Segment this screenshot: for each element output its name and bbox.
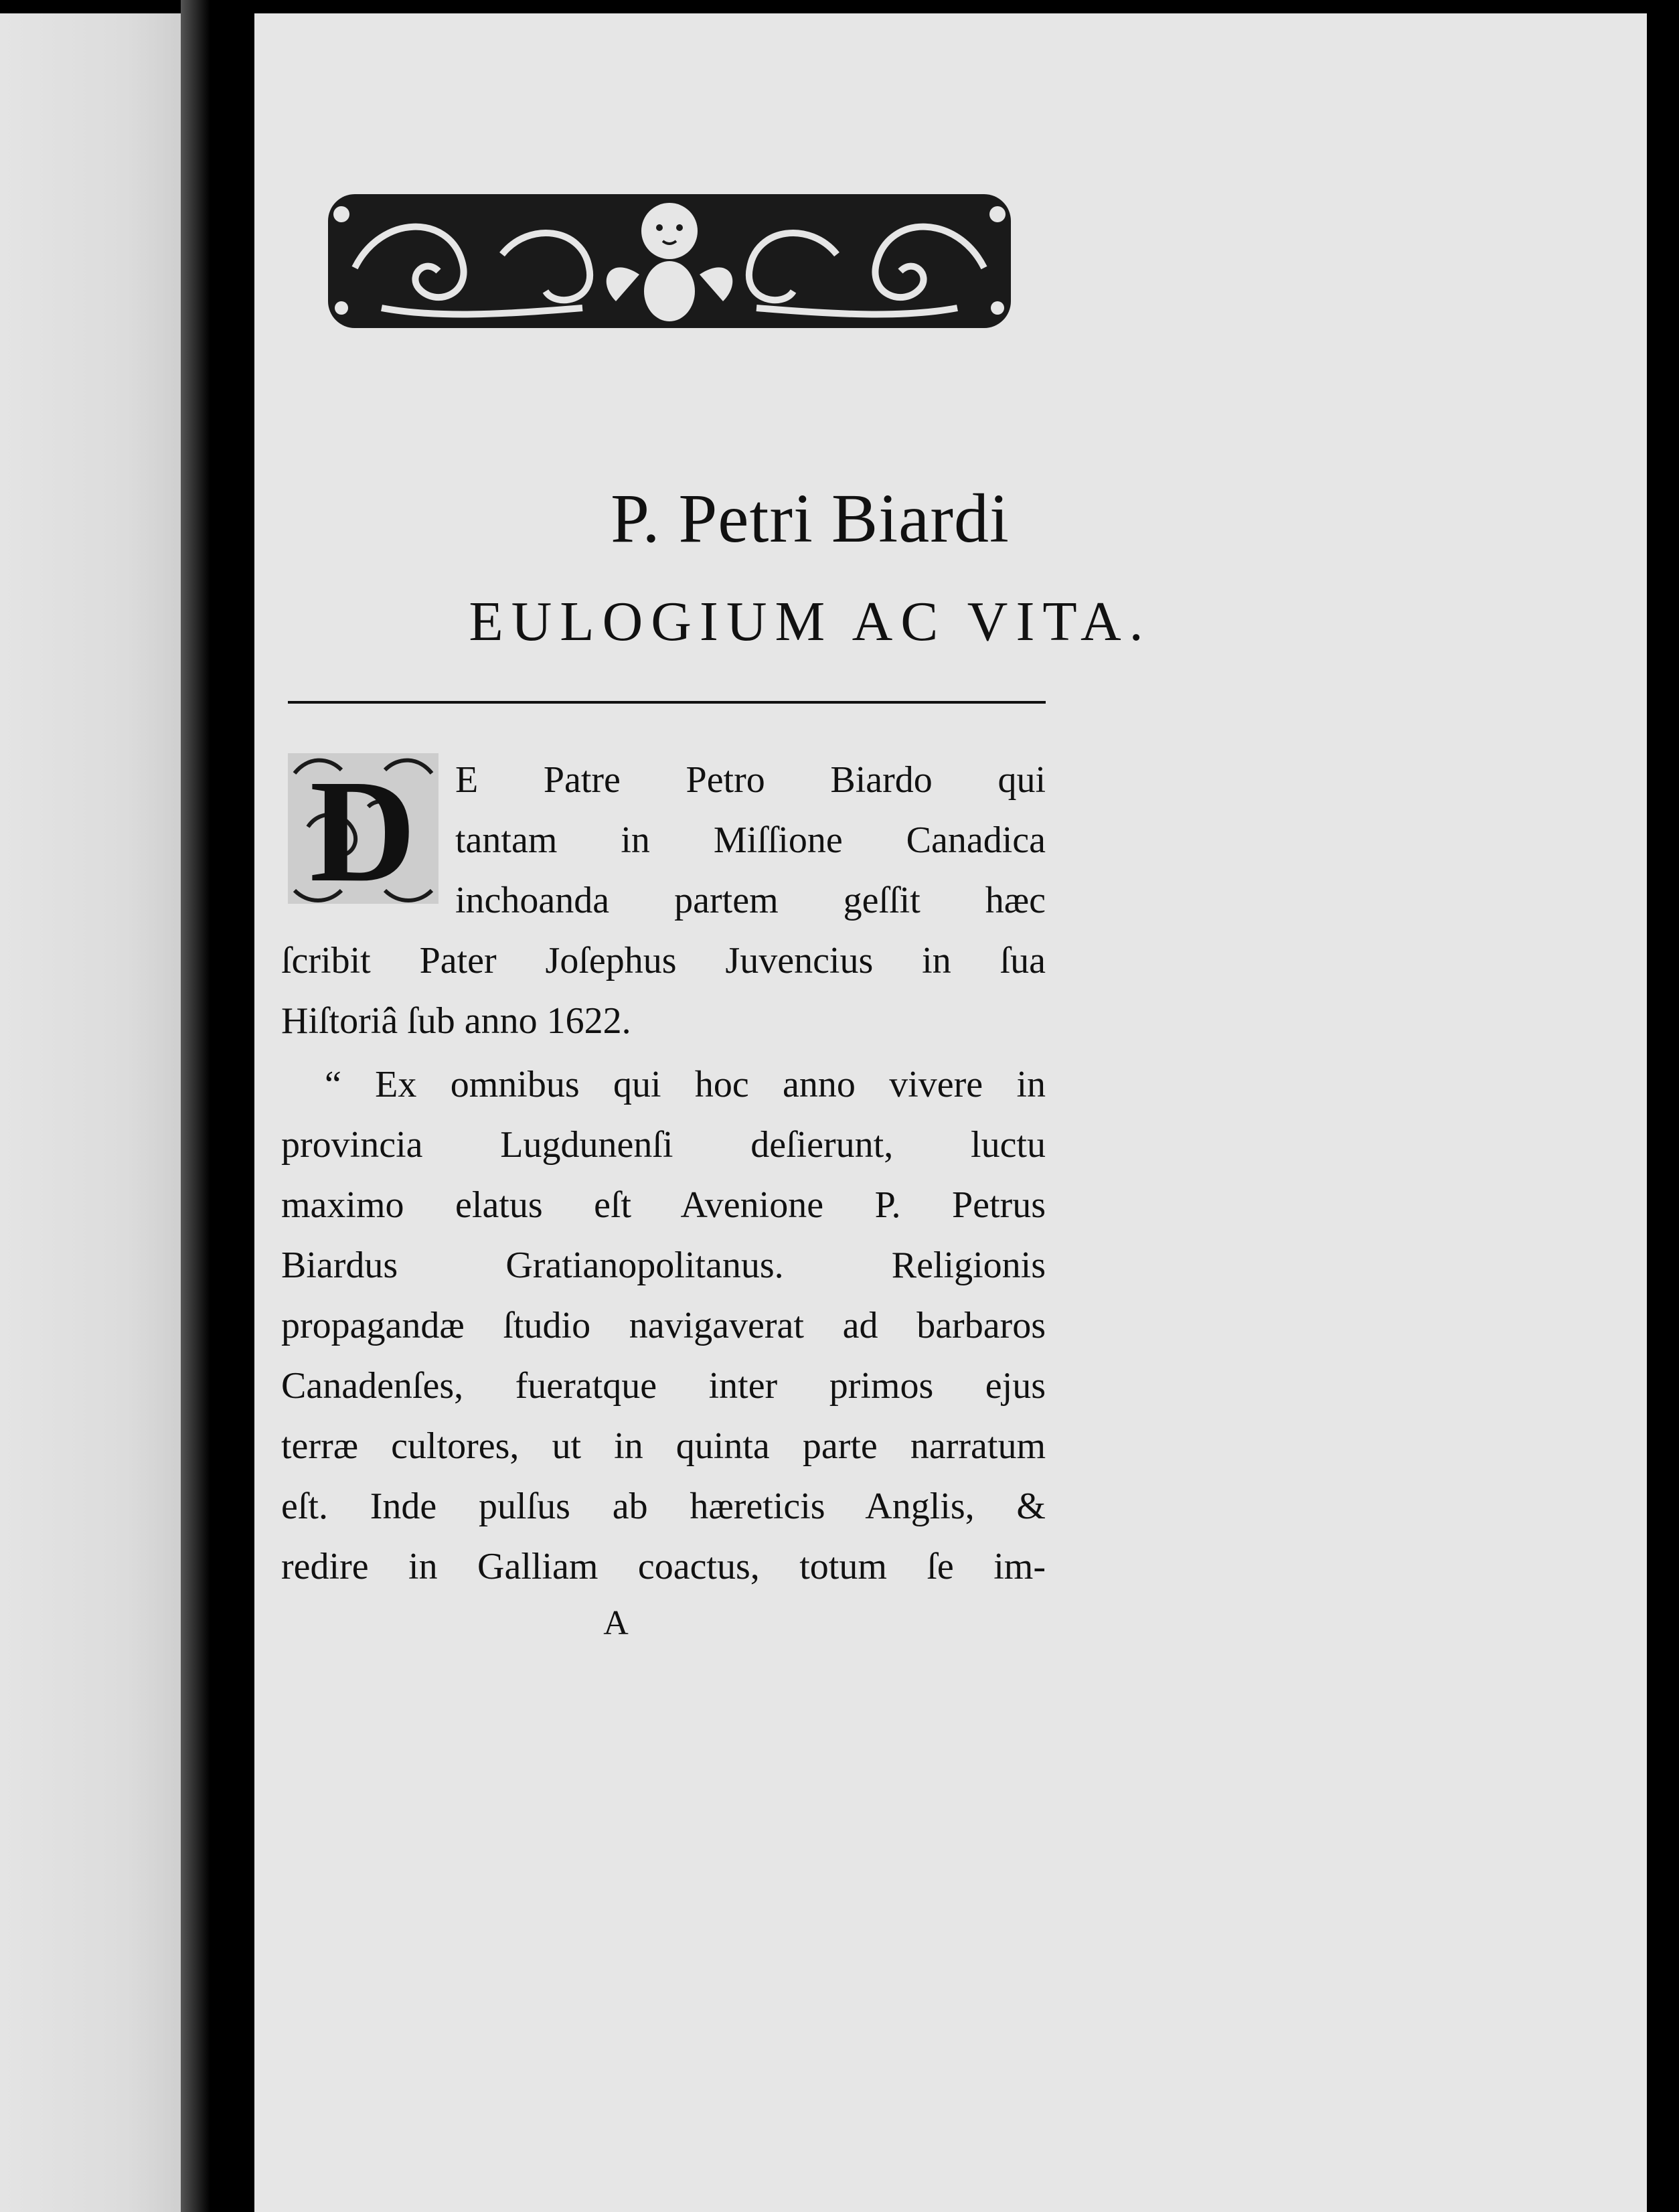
dropcap-letter: D — [309, 749, 416, 911]
text-line-8: maximo elatus eſt Avenione P. Petrus — [281, 1184, 1046, 1226]
text-line-5: Hiſtoriâ ſub anno 1622. — [281, 1000, 631, 1042]
text-line-6: “ Ex omnibus qui hoc anno vivere in — [325, 1064, 1046, 1105]
text-line-1: E Patre Petro Biardo qui — [455, 759, 1046, 801]
scan-right-edge — [1647, 0, 1679, 2212]
text-line-9: Biardus Gratianopolitanus. Religionis — [281, 1245, 1046, 1286]
book-gutter — [181, 0, 254, 2212]
text-line-12: terræ cultores, ut in quinta parte narratum — [281, 1425, 1046, 1467]
text-line-2: tantam in Miſſione Canadica — [455, 819, 1046, 861]
page-subtitle: EULOGIUM AC VITA. — [469, 590, 1151, 653]
text-line-7: provincia Lugdunenſi deſierunt, luctu — [281, 1124, 1046, 1166]
text-line-3: inchoanda partem geſſit hæc — [455, 880, 1046, 921]
facing-page-edge — [0, 13, 181, 2212]
title-rule — [288, 701, 1046, 704]
text-line-13: eſt. Inde pulſus ab hæreticis Anglis, & — [281, 1486, 1046, 1527]
cherub-scrollwork-headpiece-icon — [301, 174, 1038, 341]
text-line-14: redire in Galliam coactus, totum ſe im- — [281, 1546, 1046, 1587]
signature-mark: A — [603, 1604, 629, 1642]
ornamental-initial-icon — [281, 746, 445, 911]
text-line-11: Canadenſes, fueratque inter primos ejus — [281, 1365, 1046, 1407]
text-line-10: propagandæ ſtudio navigaverat ad barbaros — [281, 1305, 1046, 1346]
text-line-4: ſcribit Pater Joſephus Juvencius in ſua — [281, 940, 1046, 981]
page-title: P. Petri Biardi — [611, 480, 1010, 557]
